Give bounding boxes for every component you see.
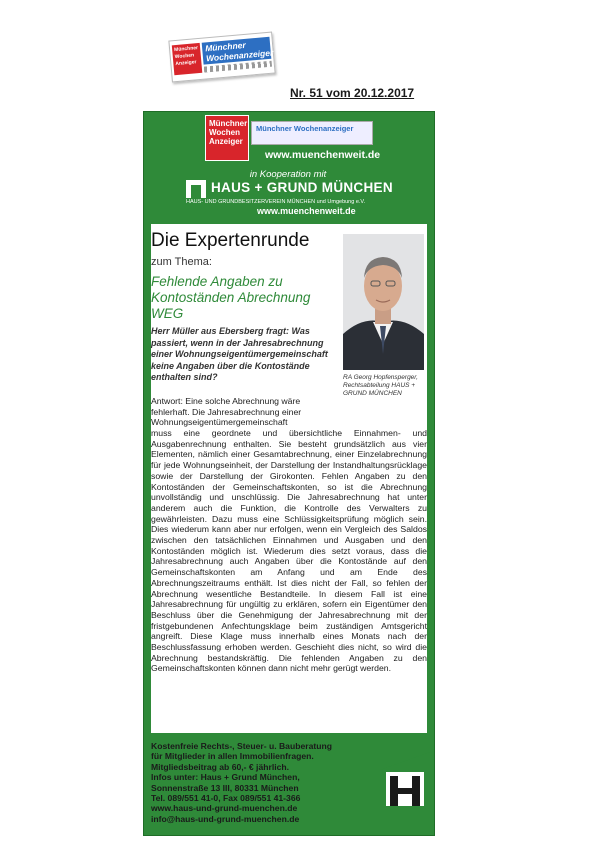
newspaper-logo [168, 32, 275, 83]
house-logo-icon [380, 752, 430, 812]
article-kicker: zum Thema: [151, 256, 212, 268]
issue-number: Nr. 51 vom 20.12.2017 [290, 86, 415, 100]
article-body: muss eine geordnete und übersichtliche Einnahmen- und Ausgabenrechnung enthalten. Sie besteht grundsätzlich aus vier Elementen, nämlich einer Gesamtabrechnung, einer Einzelabrechnung für jede Wohnungseinheit, der Darstellung der Instandhaltungsrücklage sowie der Darstellung der Girokonten. Fehlen Angaben zu den Kontoständen der Gemeinschaftskonten, so ist die Abrechnung unvollständig und unschlüssig. Die Jahresabrechnung hat unter anderem auch die Funktion, die Kontrolle des Verwalters zu gewährleisten. Dazu muss eine Schlüssigkeitsprüfung möglich sein. Dies wiederum kann aber nur erfolgen, wenn ein Vergleich des Saldos zwischen den tatsächlichen Einnahmen und Ausgaben und den Kontoständen möglich ist. Wiederum dies setzt voraus, dass die Jahresabrechnung auch Angaben über die Kontostände auf den Gemeinschaftskonten am Anfang und am Ende des Abrechnungszeitraums enthält. Ist dies nicht der Fall, so fehlen der Abrechnung wesentliche Bestandteile. In diesem Fall ist eine Jahresabrechnung für ungültig zu erklären, sofern ein Eigentümer den Beschluss über die Genehmigung der Jahresabrechnung mit der fristgebundenen Anfechtungsklage beim zuständigen Amtsgericht angreift. Diese Klage muss innerhalb eines Monats nach der Beschlussfassung erhoben werden. Geschieht dies nicht, so wird die Abrechnung bestandskräftig. Die fehlenden Angaben zu den Gemeinschaftskonten können dann nicht mehr gerügt werden. [151, 428, 427, 674]
article-headline: Die Expertenrunde [151, 230, 310, 251]
footer-line: Sonnenstraße 13 III, 80331 München [151, 782, 299, 793]
promo-header [205, 115, 381, 165]
reader-question: Herr Müller aus Ebersberg fragt: Was passiert, wenn in der Jahresabrechnung einer Wohnungseigentümergemeinschaft keine Angaben über die Kontostände enthalten sind? [151, 326, 328, 382]
article-card [151, 224, 427, 733]
paper-text: Münchner Wochenanzeiger [256, 124, 354, 133]
haus-grund-logo [186, 180, 406, 206]
haus-grund-footer-icon [380, 752, 430, 812]
portrait-image [343, 234, 424, 370]
expert-portrait [343, 234, 424, 370]
logo-blue-block [202, 37, 272, 65]
logo-blue-text: Münchner Wochenanzeiger [204, 39, 274, 64]
footer-email-link[interactable]: info@haus-und-grund-muenchen.de [151, 813, 300, 824]
footer-website-link[interactable]: www.haus-und-grund-muenchen.de [151, 803, 298, 814]
secondary-url[interactable]: www.muenchenweit.de [257, 206, 356, 216]
wochenanzeiger-badge [205, 115, 249, 161]
logo-red-block [172, 43, 203, 75]
contact-footer [151, 741, 381, 824]
badge-text: Münchner Wochen Anzeiger [209, 119, 248, 146]
portrait-caption: RA Georg Hopfensperger, Rechtsabteilung HAUS + GRUND MÜNCHEN [343, 374, 418, 397]
footer-line: Infos unter: Haus + Grund München, [151, 772, 300, 783]
haus-grund-subtitle: HAUS- UND GRUNDBESITZERVEREIN MÜNCHEN und Umgebung e.V. [186, 199, 366, 205]
promo-url[interactable]: www.muenchenweit.de [265, 149, 381, 161]
footer-phone: Tel. 089/551 41-0, Fax 089/551 41-366 [151, 793, 301, 804]
article-body-intro: Antwort: Eine solche Abrechnung wäre fehlerhaft. Die Jahresabrechnung einer Wohnungseigentümergemeinschaft [151, 396, 302, 428]
cooperation-text: in Kooperation mit [249, 169, 327, 180]
footer-line: Kostenfreie Rechts-, Steuer- u. Bauberatung [151, 741, 332, 751]
house-icon [186, 180, 206, 198]
logo-red-text: Münchner Wochen Anzeiger [173, 45, 199, 68]
haus-grund-title: HAUS + GRUND MÜNCHEN [211, 180, 393, 195]
newspaper-image [251, 121, 373, 145]
article-topic: Fehlende Angaben zu Kontoständen Abrechnung WEG [151, 274, 311, 321]
footer-line: für Mitglieder in allen Immobilienfragen. [151, 751, 314, 762]
footer-line: Mitgliedsbeitrag ab 60,- € jährlich. [151, 761, 290, 772]
